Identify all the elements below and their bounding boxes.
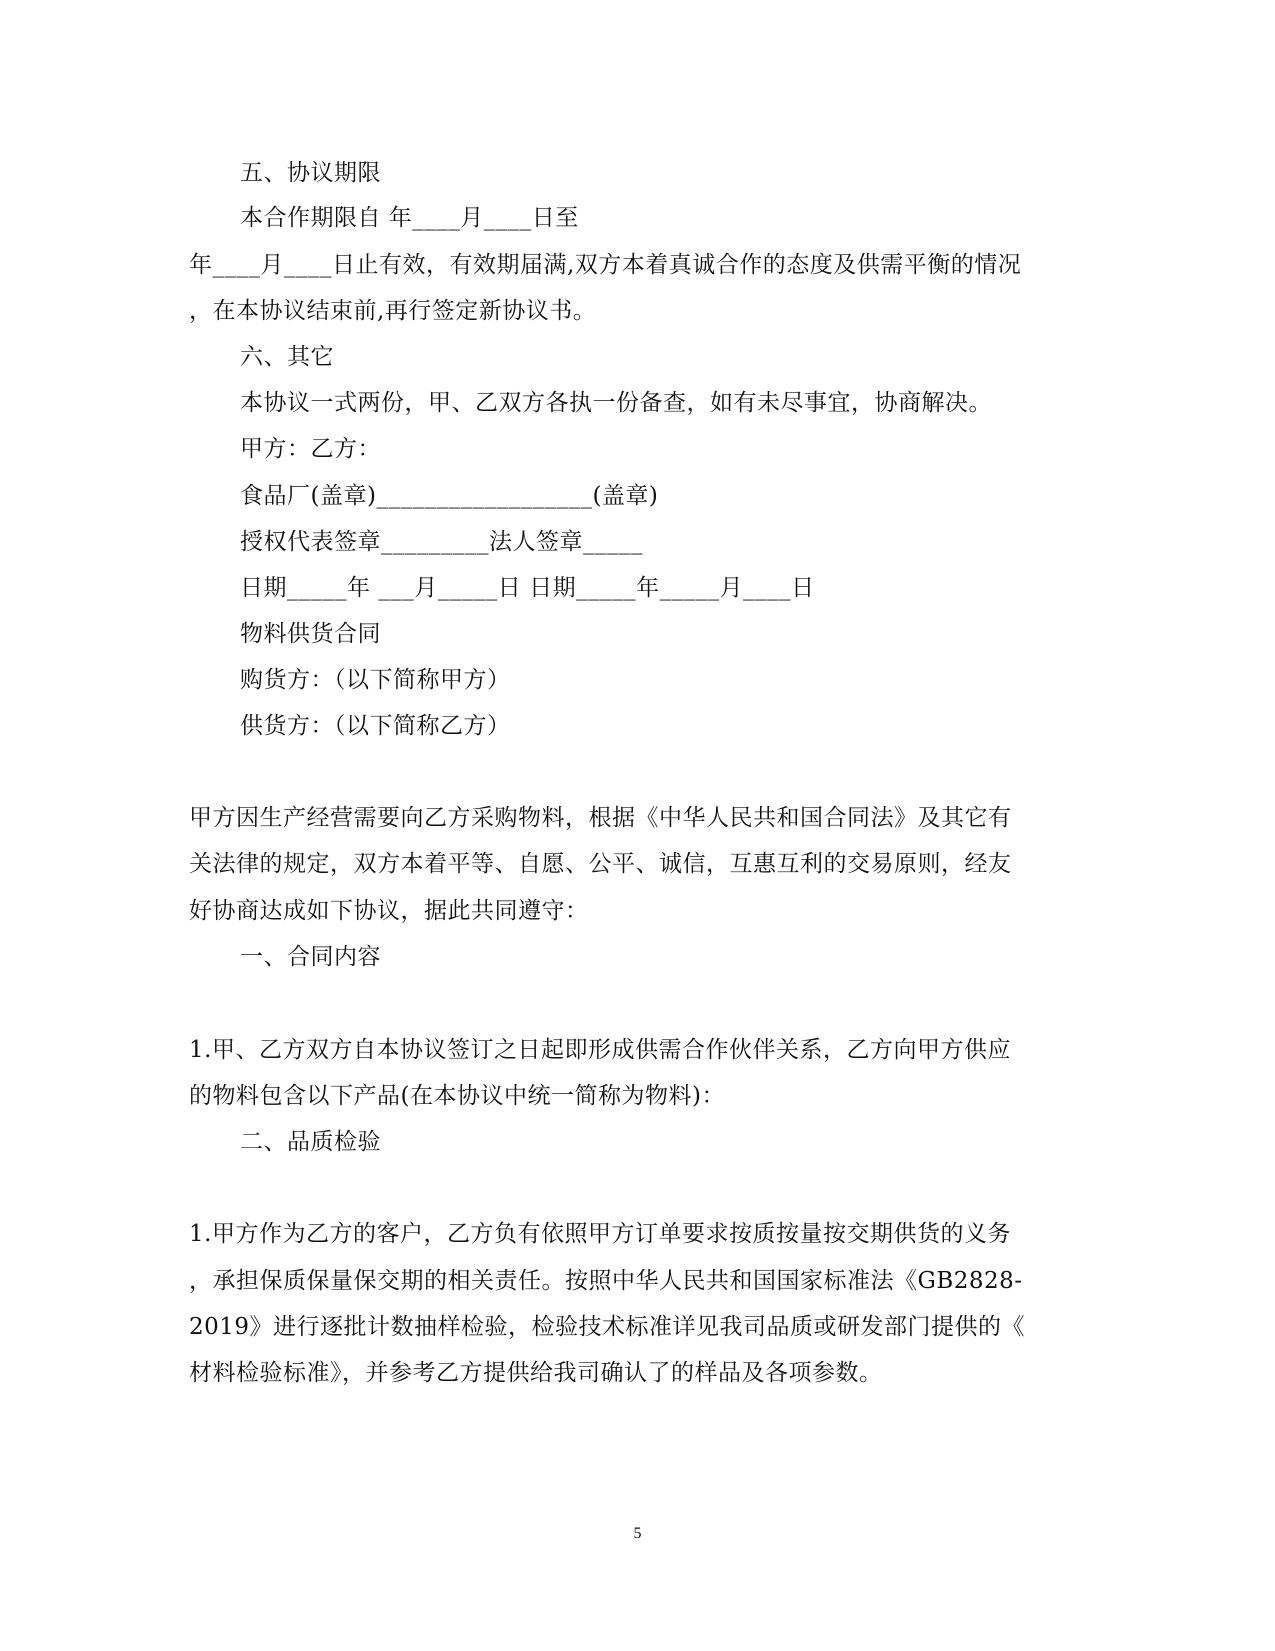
section-heading-other: 六、其它 [240, 344, 334, 370]
signature-line: 授权代表签章_________法人签章_____ [240, 529, 643, 555]
body-line: 1.甲方作为乙方的客户，乙方负有依照甲方订单要求按质按量按交期供货的义务 [189, 1221, 1011, 1247]
date-line: 日期_____年 ___月_____日 日期_____年_____月____日 [240, 575, 815, 601]
body-line: 本合作期限自 年____月____日至 [240, 205, 579, 231]
body-line: 本协议一式两份，甲、乙双方各执一份备查，如有未尽事宜，协商解决。 [240, 390, 992, 416]
body-line: 甲方因生产经营需要向乙方采购物料，根据《中华人民共和国合同法》及其它有 [189, 805, 1012, 831]
body-line: ，承担保质保量保交期的相关责任。按照中华人民共和国国家标准法《GB2828- [189, 1268, 1023, 1294]
body-line: 好协商达成如下协议，据此共同遵守： [189, 898, 589, 924]
buyer-line: 购货方：（以下简称甲方） [240, 667, 511, 693]
section-heading-quality: 二、品质检验 [240, 1129, 381, 1155]
supplier-line: 供货方：（以下简称乙方） [240, 713, 511, 739]
body-line: 年____月____日止有效，有效期届满,双方本着真诚合作的态度及供需平衡的情况 [189, 252, 1022, 278]
page-number: 5 [633, 1525, 642, 1542]
body-line: 关法律的规定，双方本着平等、自愿、公平、诚信，互惠互利的交易原则，经友 [189, 851, 1012, 877]
body-line: 1.甲、乙方双方自本协议签订之日起即形成供需合作伙伴关系，乙方向甲方供应 [189, 1037, 1011, 1063]
body-line: 的物料包含以下产品(在本协议中统一简称为物料)： [189, 1083, 725, 1109]
body-line: ，在本协议结束前,再行签定新协议书。 [189, 298, 597, 324]
parties-line: 甲方：乙方： [240, 436, 381, 462]
section-heading-term: 五、协议期限 [240, 160, 381, 186]
body-line: 材料检验标准》，并参考乙方提供给我司确认了的样品及各项参数。 [189, 1360, 883, 1386]
section-heading-content: 一、合同内容 [240, 944, 381, 970]
seal-line: 食品厂(盖章)__________________(盖章) [240, 483, 659, 509]
body-line: 2019》进行逐批计数抽样检验，检验技术标准详见我司品质或研发部门提供的《 [189, 1314, 1026, 1340]
contract-title: 物料供货合同 [240, 621, 381, 647]
